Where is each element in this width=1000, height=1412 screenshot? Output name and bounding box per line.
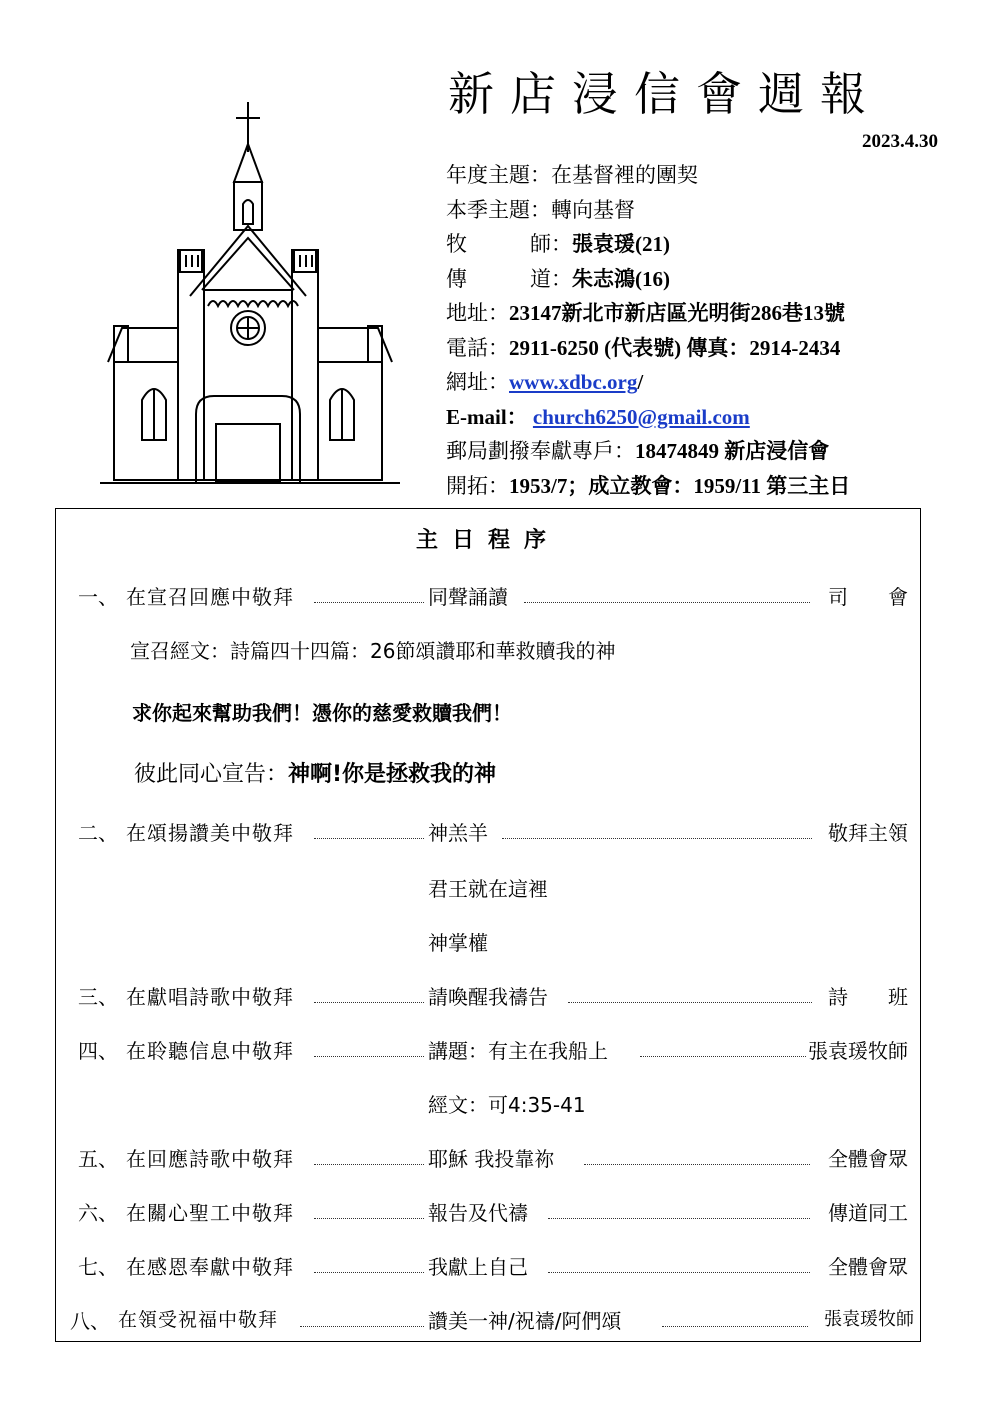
program-item-2: 二、 在頌揚讚美中敬拜 神羔羊 敬拜主領 — [78, 821, 908, 845]
email-link[interactable]: church6250@gmail.com — [532, 404, 750, 429]
song-extra-1: 君王就在這裡 — [428, 877, 548, 901]
program-box — [55, 508, 921, 1342]
website: 網址：www.xdbc.org/ — [446, 370, 644, 394]
program-item-5: 五、 在回應詩歌中敬拜 耶穌 我投靠祢 全體會眾 — [78, 1147, 908, 1171]
postal-account: 郵局劃撥奉獻專戶：18474849 新店浸信會 — [446, 439, 830, 463]
annual-theme: 年度主題：在基督裡的團契 — [446, 163, 698, 187]
song-extra-2: 神掌權 — [428, 931, 488, 955]
founded: 開拓：1953/7；成立教會：1959/11 第三主日 — [446, 473, 851, 498]
season-theme: 本季主題：轉向基督 — [446, 197, 635, 222]
preacher: 傳 道：朱志鴻(16) — [446, 266, 670, 291]
call-scripture: 宣召經文：詩篇四十四篇：26節頌讚耶和華救贖我的神 — [130, 639, 616, 663]
program-item-1: 一、 在宣召回應中敬拜 同聲誦讀 司 會 — [78, 585, 908, 609]
plea-line: 求你起來幫助我們！憑你的慈愛救贖我們！ — [132, 701, 512, 725]
scripture-reference: 經文：可4:35-41 — [428, 1093, 586, 1117]
email: E-mail： church6250@gmail.com — [446, 404, 750, 429]
program-item-7: 七、 在感恩奉獻中敬拜 我獻上自己 全體會眾 — [78, 1255, 908, 1279]
program-item-3: 三、 在獻唱詩歌中敬拜 請喚醒我禱告 詩 班 — [78, 985, 908, 1009]
declaration-line: 彼此同心宣告：神啊!你是拯救我的神 — [134, 762, 497, 787]
phone: 電話：2911-6250 (代表號) 傳真：2914-2434 — [446, 335, 841, 360]
church-info — [446, 160, 850, 505]
bulletin-date: 2023.4.30 — [862, 131, 938, 152]
program-item-4: 四、 在聆聽信息中敬拜 講題：有主在我船上 張袁瑗牧師 — [78, 1039, 908, 1063]
address: 地址：23147新北市新店區光明街286巷13號 — [446, 301, 845, 325]
program-title: 主日程序 — [415, 527, 560, 553]
church-illustration — [100, 100, 400, 485]
program-item-8: 八、 在領受祝福中敬拜 讚美一神/祝禱/阿們頌 張袁瑗牧師 — [70, 1309, 914, 1333]
website-link[interactable]: www.xdbc.org — [509, 370, 638, 394]
page-title: 新店浸信會週報 — [448, 67, 882, 121]
pastor: 牧 師：張袁瑗(21) — [446, 232, 670, 256]
program-item-6: 六、 在關心聖工中敬拜 報告及代禱 傳道同工 — [78, 1201, 908, 1225]
